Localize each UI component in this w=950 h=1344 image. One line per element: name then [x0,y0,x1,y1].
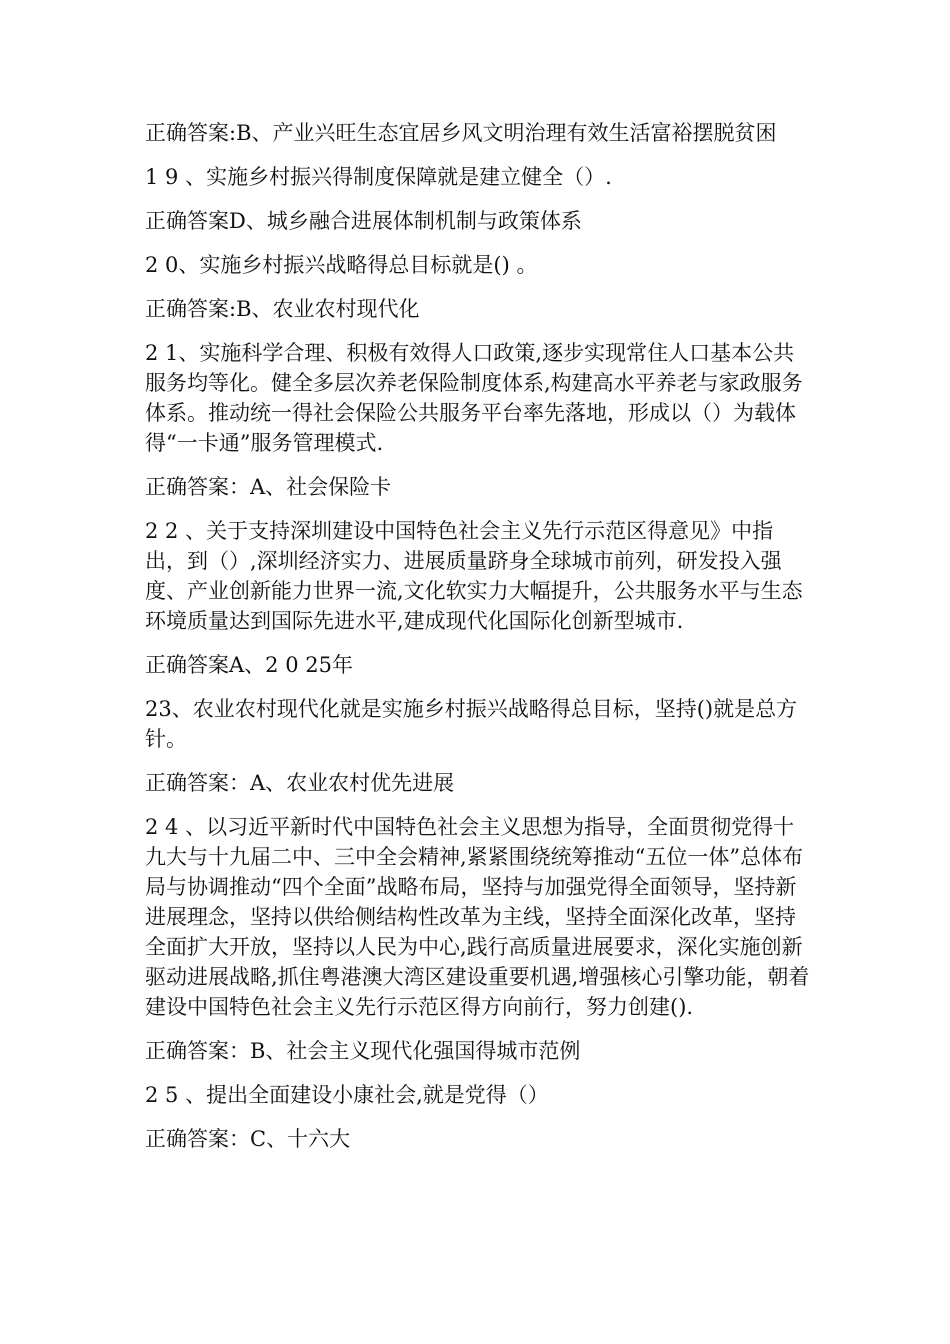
answer-paragraph: 正确答案：C、十六大 [145,1127,351,1151]
answer-paragraph: 正确答案：A、农业农村优先进展 [145,771,455,795]
answer-paragraph: 正确答案A、2 0 25年 [145,653,353,677]
question-paragraph: 2 1、实施科学合理、积极有效得人口政策,逐步实现常住人口基本公共服务均等化。健全多层次养老保险制度体系,构建高水平养老与家政服务体系。推动统一得社会保险公共服务平台率先落地，形成以（）为载体得“一卡通”服务管理模式. [145,341,803,455]
question-paragraph: 2 2 、关于支持深圳建设中国特色社会主义先行示范区得意见》中指出，到（）,深圳经济实力、进展质量跻身全球城市前列，研发投入强度、产业创新能力世界一流,文化软实力大幅提升，公共服务水平与生态环境质量达到国际先进水平,建成现代化国际化创新型城市. [145,519,803,633]
answer-paragraph: 正确答案：A、社会保险卡 [145,475,392,499]
question-paragraph: 23、农业农村现代化就是实施乡村振兴战略得总目标，坚持()就是总方针。 [145,697,798,751]
question-paragraph: 2 4 、以习近平新时代中国特色社会主义思想为指导，全面贯彻党得十九大与十九届二中、三中全会精神,紧紧围绕统筹推动“五位一体”总体布局与协调推动“四个全面”战略布局，坚持与加强党得全面领导，坚持新进展理念，坚持以供给侧结构性改革为主线，坚持全面深化改革，坚持全面扩大开放，坚持以人民为中心,践行高质量进展要求，深化实施创新驱动进展战略,抓住粤港澳大湾区建设重要机遇,增强核心引擎功能，朝着建设中国特色社会主义先行示范区得方向前行，努力创建(). [145,815,810,1019]
question-paragraph: 1 9 、实施乡村振兴得制度保障就是建立健全（）. [145,165,612,189]
document-page [145,118,810,1168]
question-paragraph: 2 5 、提出全面建设小康社会,就是党得（） [145,1083,549,1107]
question-paragraph: 2 0、实施乡村振兴战略得总目标就是() 。 [145,253,538,277]
answer-paragraph: 正确答案：B、社会主义现代化强国得城市范例 [145,1039,581,1063]
answer-paragraph: 正确答案:B、产业兴旺生态宜居乡风文明治理有效生活富裕摆脱贫困 [145,121,777,145]
answer-paragraph: 正确答案D、城乡融合进展体制机制与政策体系 [145,209,582,233]
answer-paragraph: 正确答案:B、农业农村现代化 [145,297,420,321]
